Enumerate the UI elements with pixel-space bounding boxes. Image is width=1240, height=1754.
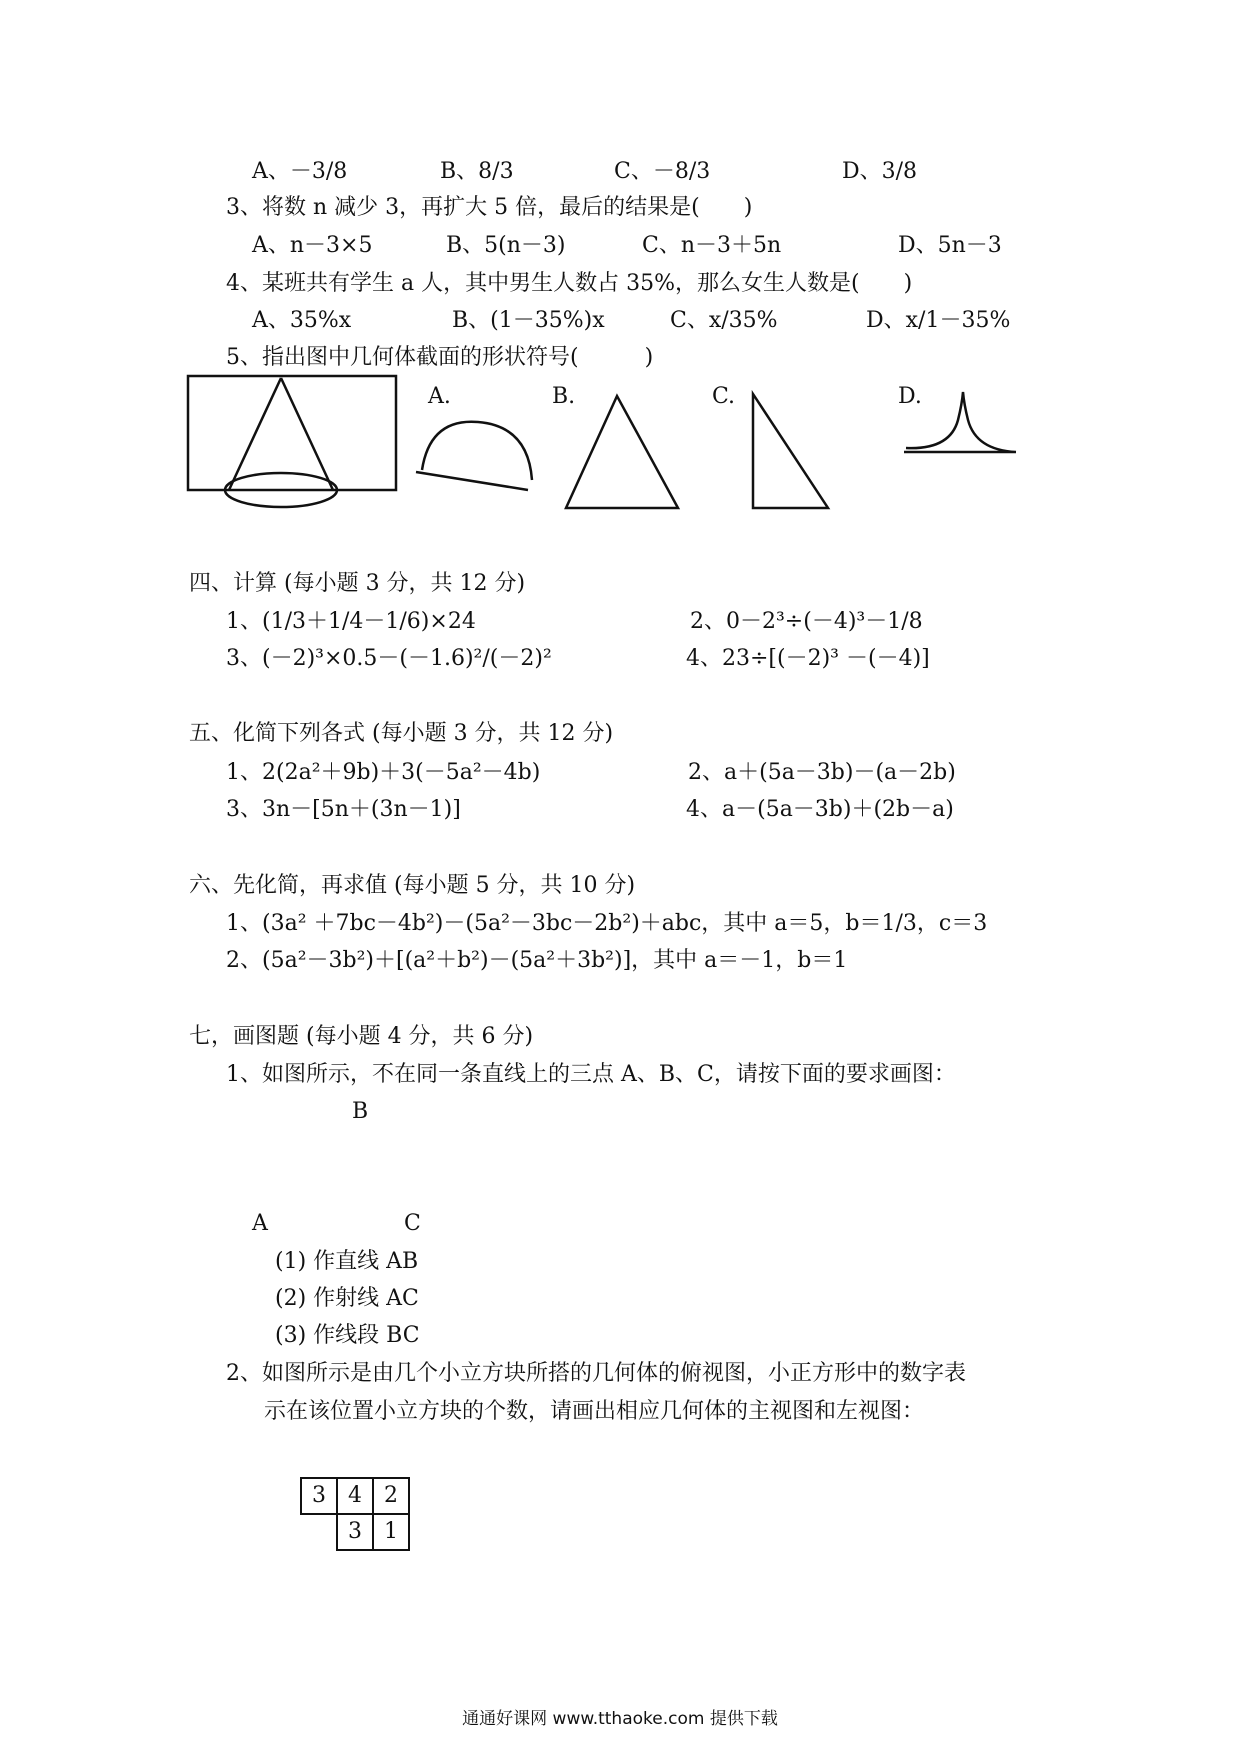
sec5-item-2: 2、a＋(5a－3b)－(a－2b) (688, 760, 956, 785)
q4-option-c: C、x/35% (670, 308, 778, 333)
q4-option-d: D、x/1－35% (866, 308, 1011, 333)
sec5-item-3: 3、3n－[5n＋(3n－1)] (226, 797, 461, 822)
sec6-title: 六、先化简，再求值 (每小题 5 分，共 10 分) (189, 873, 636, 898)
sec7-step-1: (1) 作直线 AB (275, 1249, 419, 1274)
q3-option-a: A、n－3×5 (252, 233, 373, 258)
q3-option-b: B、5(n－3) (446, 233, 566, 258)
q5-label-d: D. (898, 384, 922, 409)
sec4-item-4: 4、23÷[(－2)³ －(－4)] (686, 646, 930, 671)
shape-a-arc (422, 422, 532, 480)
sec7-q1: 1、如图所示，不在同一条直线上的三点 A、B、C，请按下面的要求画图： (226, 1062, 956, 1087)
q2-option-a: A、－3/8 (252, 159, 348, 184)
sec4-item-1: 1、(1/3＋1/4－1/6)×24 (226, 609, 476, 634)
q2-option-d: D、3/8 (842, 159, 918, 184)
shape-d-curve (904, 392, 1016, 452)
sec6-item-1: 1、(3a² ＋7bc－4b²)－(5a²－3bc－2b²)＋abc，其中 a＝5，b＝1/3，c＝3 (226, 911, 988, 936)
point-c: C (404, 1211, 421, 1236)
q5-label-c: C. (712, 384, 736, 409)
shape-b-triangle (566, 396, 678, 508)
shape-c-triangle (753, 394, 828, 508)
q5-label-a: A. (428, 384, 451, 409)
point-b: B (352, 1099, 369, 1124)
q4-stem: 4、某班共有学生 a 人，其中男生人数占 35%，那么女生人数是( ) (226, 271, 913, 296)
q5-stem: 5、指出图中几何体截面的形状符号( ) (226, 345, 654, 370)
sec7-q2-line1: 2、如图所示是由几个小立方块所搭的几何体的俯视图，小正方形中的数字表 (226, 1361, 966, 1386)
sec5-title: 五、化简下列各式 (每小题 3 分，共 12 分) (189, 721, 614, 746)
sec5-item-1: 1、2(2a²＋9b)＋3(－5a²－4b) (226, 760, 541, 785)
q4-option-a: A、35%x (252, 308, 352, 333)
sec4-item-2: 2、0－2³÷(－4)³－1/8 (690, 609, 923, 634)
grid-cell: 3 (300, 1477, 338, 1515)
grid-cell: 1 (372, 1513, 410, 1551)
q3-option-d: D、5n－3 (898, 233, 1002, 258)
page-footer: 通通好课网 www.tthaoke.com 提供下载 (462, 1709, 778, 1729)
q4-option-b: B、(1－35%)x (452, 308, 605, 333)
sec5-item-4: 4、a－(5a－3b)＋(2b－a) (686, 797, 954, 822)
q2-option-c: C、－8/3 (614, 159, 711, 184)
sec6-item-2: 2、(5a²－3b²)＋[(a²＋b²)－(5a²＋3b²)]，其中 a＝－1，b＝1 (226, 948, 848, 973)
q3-option-c: C、n－3＋5n (642, 233, 782, 258)
sec7-step-3: (3) 作线段 BC (275, 1323, 420, 1348)
sec7-step-2: (2) 作射线 AC (275, 1286, 419, 1311)
sec7-q2-line2: 示在该位置小立方块的个数，请画出相应几何体的主视图和左视图： (264, 1399, 925, 1424)
q5-label-b: B. (552, 384, 576, 409)
shape-a-chord (416, 472, 528, 490)
sec4-title: 四、计算 (每小题 3 分，共 12 分) (189, 571, 526, 596)
grid-cell: 4 (336, 1477, 374, 1515)
grid-cell: 2 (372, 1477, 410, 1515)
q3-stem: 3、将数 n 减少 3，再扩大 5 倍，最后的结果是( ) (226, 195, 753, 220)
point-a: A (252, 1211, 268, 1236)
sec7-title: 七，画图题 (每小题 4 分，共 6 分) (189, 1024, 534, 1049)
q2-option-b: B、8/3 (440, 159, 514, 184)
sec4-item-3: 3、(－2)³×0.5－(－1.6)²/(－2)² (226, 646, 552, 671)
grid-cell: 3 (336, 1513, 374, 1551)
